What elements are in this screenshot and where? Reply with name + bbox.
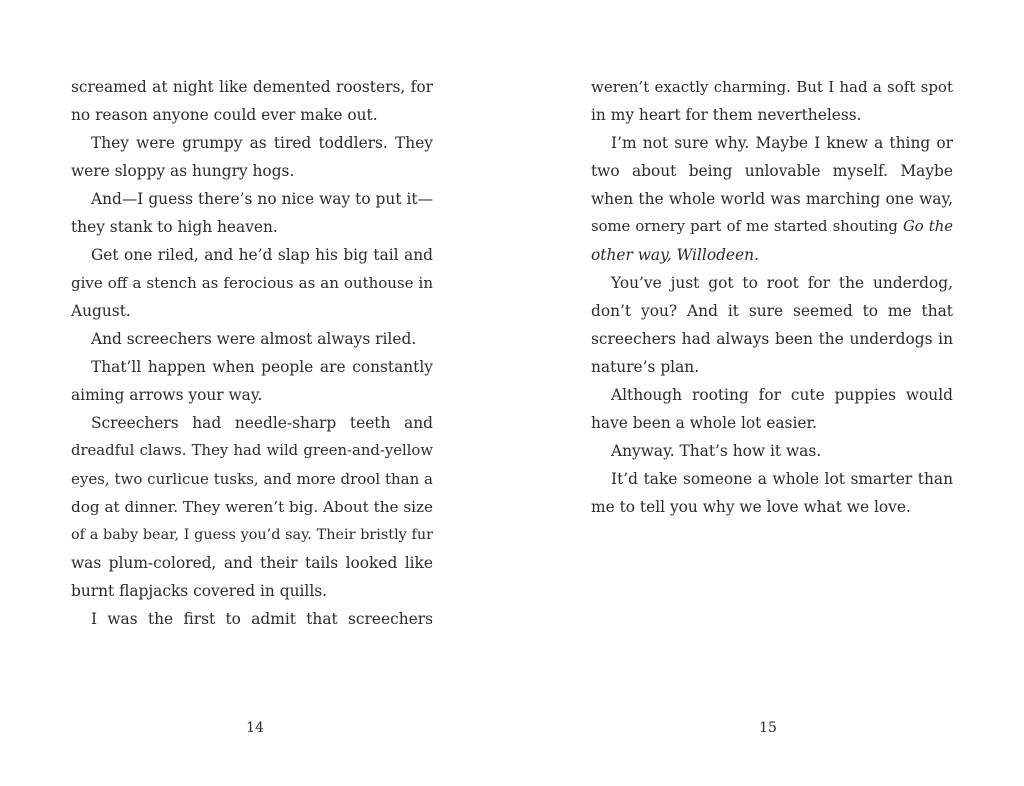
- page-number: 15: [759, 720, 777, 736]
- text-line: And—I guess there’s no nice way to put it—: [91, 190, 433, 208]
- text-line: two about being unlovable myself. Maybe: [591, 162, 953, 180]
- text-line: dreadful claws. They had wild green-and-yellow: [71, 442, 433, 459]
- text-line: nature’s plan.: [591, 358, 700, 376]
- text-line: other way, Willodeen.: [591, 246, 759, 264]
- text-line: of a baby bear, I guess you’d say. Their bristly fur: [71, 527, 433, 543]
- text-line: screamed at night like demented roosters, for: [71, 78, 433, 96]
- text-line: You’ve just got to root for the underdog,: [611, 274, 953, 292]
- text-line: dog at dinner. They weren’t big. About the size: [71, 498, 433, 516]
- text-line: have been a whole lot easier.: [591, 414, 818, 432]
- text-line: screechers had always been the underdogs in: [591, 330, 953, 348]
- text-line: they stank to high heaven.: [71, 218, 278, 236]
- text-line: eyes, two curlicue tusks, and more drool than a: [71, 470, 433, 488]
- text-line: [591, 213, 953, 241]
- right-page-text: [591, 73, 953, 521]
- italic-text-segment: Go the: [902, 218, 953, 235]
- text-line: Screechers had needle-sharp teeth and: [91, 414, 433, 432]
- text-line: Anyway. That’s how it was.: [611, 442, 822, 460]
- text-line: weren’t exactly charming. But I had a soft spot: [591, 78, 953, 96]
- text-line: Although rooting for cute puppies would: [611, 386, 953, 404]
- text-line: That’ll happen when people are constantly: [91, 358, 433, 376]
- text-line: when the whole world was marching one way,: [591, 190, 953, 208]
- left-page-text: [71, 73, 433, 633]
- text-line: was plum-colored, and their tails looked like: [71, 554, 433, 572]
- text-line: don’t you? And it sure seemed to me that: [591, 302, 953, 320]
- text-line: Get one riled, and he’d slap his big tail and: [91, 246, 433, 264]
- text-line: give off a stench as ferocious as an outhouse in: [71, 274, 433, 292]
- text-line: were sloppy as hungry hogs.: [71, 162, 295, 180]
- text-line: I was the first to admit that screechers: [91, 610, 433, 628]
- text-line: no reason anyone could ever make out.: [71, 106, 378, 124]
- text-line: And screechers were almost always riled.: [91, 330, 417, 348]
- text-line: August.: [71, 302, 131, 320]
- text-segment: some ornery part of me started shouting: [591, 218, 903, 235]
- text-line: It’d take someone a whole lot smarter than: [611, 470, 953, 488]
- text-line: They were grumpy as tired toddlers. They: [91, 134, 433, 152]
- text-line: me to tell you why we love what we love.: [591, 498, 911, 516]
- text-line: in my heart for them nevertheless.: [591, 106, 862, 124]
- text-line: I’m not sure why. Maybe I knew a thing or: [611, 134, 953, 152]
- text-line: aiming arrows your way.: [71, 386, 263, 404]
- text-line: burnt flapjacks covered in quills.: [71, 582, 328, 600]
- page-number: 14: [246, 720, 264, 736]
